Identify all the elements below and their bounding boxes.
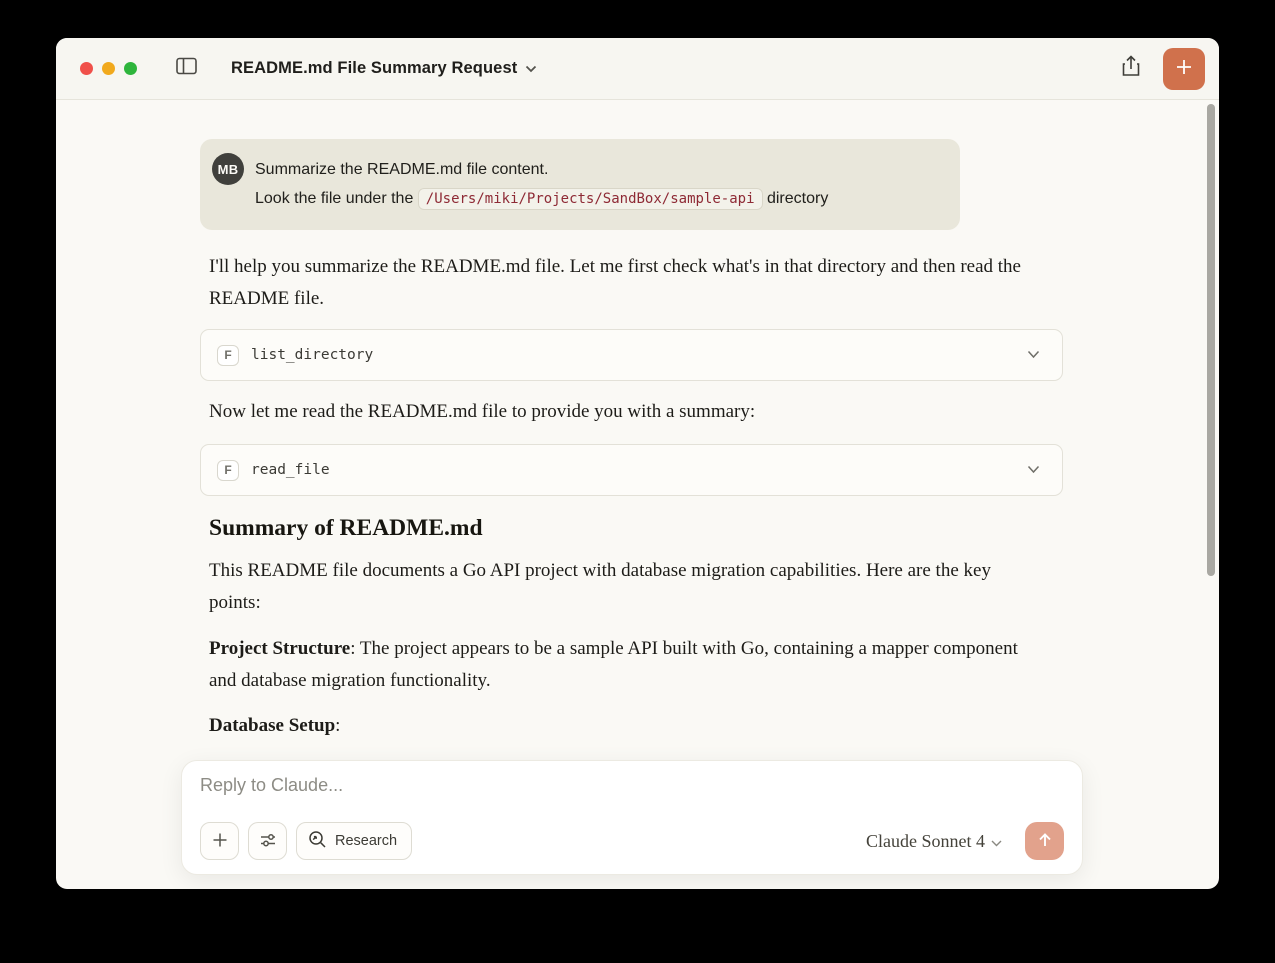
assistant-paragraph-2: Now let me read the README.md file to provide you with a summary: [209,401,756,422]
user-message-line1: Summarize the README.md file content. [255,161,549,178]
traffic-lights [80,62,137,75]
research-label: Research [335,833,398,849]
tools-settings-button[interactable] [248,822,287,860]
summary-heading: Summary of README.md [209,515,483,541]
reply-input[interactable] [200,775,800,796]
assistant-paragraph-5: Database Setup: [209,715,341,736]
user-message [200,139,960,230]
sliders-icon [258,831,278,852]
conversation-title-dropdown[interactable] [231,59,537,78]
minimize-window-button[interactable] [102,62,115,75]
tool-call-read-file[interactable] [200,444,1063,496]
new-chat-button[interactable] [1163,48,1205,90]
user-message-text [255,153,828,214]
chevron-down-icon [1027,346,1040,364]
chevron-down-icon [991,831,1002,852]
maximize-window-button[interactable] [124,62,137,75]
sidebar-toggle-button[interactable] [171,54,201,84]
arrow-up-icon [1037,832,1053,851]
tool-name: list_directory [251,347,374,363]
titlebar [56,38,1219,100]
scrollbar[interactable] [1207,104,1215,576]
assistant-paragraph-4: Project Structure: The project appears to be a sample API built with Go, containing a mapper component and database migration functionality. [209,638,1018,691]
titlebar-actions [1115,48,1205,90]
plus-icon [1174,57,1194,80]
function-badge: F [217,345,239,366]
send-button[interactable] [1025,822,1064,860]
chevron-down-icon [1027,461,1040,479]
share-button[interactable] [1115,53,1147,85]
user-message-line2: Look the file under the /Users/miki/Projects/SandBox/sample-api directory [255,184,828,214]
chevron-down-icon [525,59,537,78]
reply-composer [181,760,1083,875]
plus-icon [211,831,229,852]
sidebar-toggle-icon [176,57,197,80]
project-structure-label: Project Structure [209,638,351,659]
share-icon [1121,55,1141,82]
user-avatar: MB [212,153,244,185]
chat-thread [200,100,1064,785]
model-selector[interactable] [866,831,1002,852]
database-setup-label: Database Setup [209,715,336,736]
assistant-paragraph-3: This README file documents a Go API project with database migration capabilities. Here are the key points: [209,560,991,613]
directory-path-code: /Users/miki/Projects/SandBox/sample-api [418,188,763,210]
app-window [56,38,1219,889]
page-title: README.md File Summary Request [231,59,518,77]
function-badge: F [217,460,239,481]
assistant-paragraph-1: I'll help you summarize the README.md file. Let me first check what's in that directory and then read the README file. [209,256,1021,309]
attach-button[interactable] [200,822,239,860]
research-magnifier-icon [308,830,327,853]
close-window-button[interactable] [80,62,93,75]
research-button[interactable] [296,822,412,860]
composer-toolbar [200,822,1064,860]
model-name: Claude Sonnet 4 [866,830,985,851]
tool-name: read_file [251,462,330,478]
tool-call-list-directory[interactable] [200,329,1063,381]
